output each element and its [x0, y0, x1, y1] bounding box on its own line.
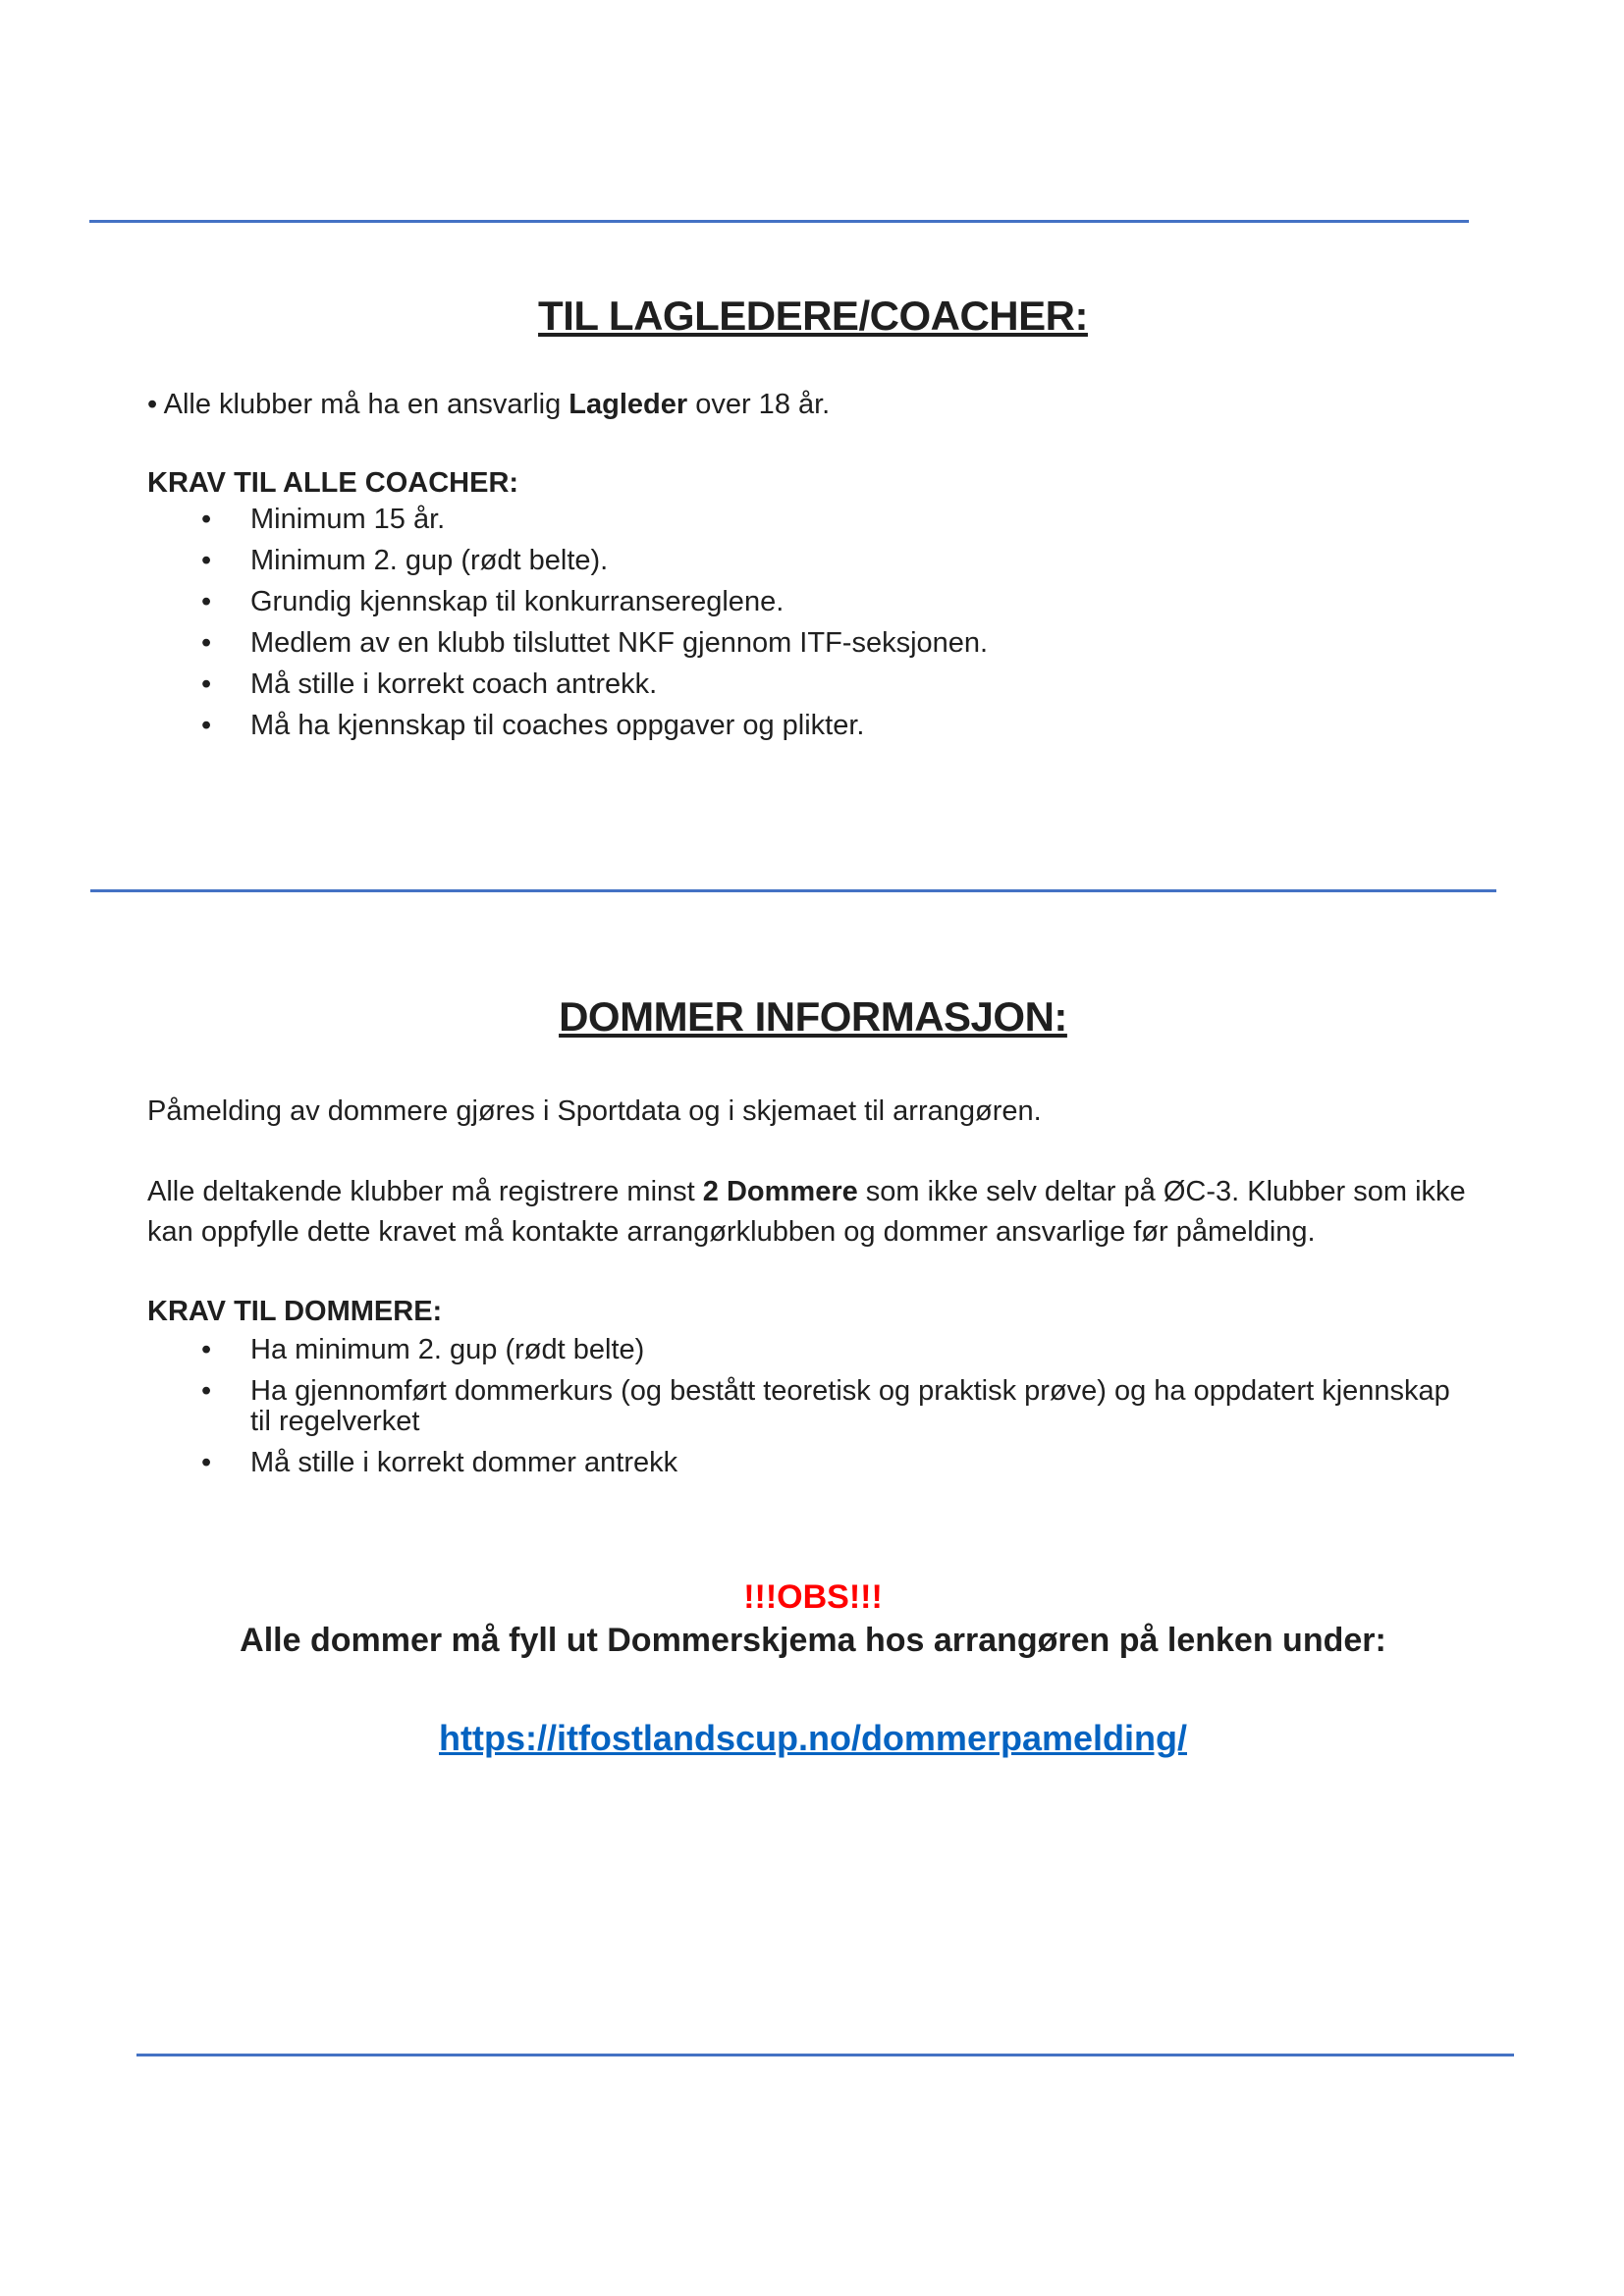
- list-item: [201, 546, 1478, 576]
- list-item-text: Må stille i korrekt coach antrekk.: [250, 668, 658, 700]
- bullet-icon: •: [201, 586, 212, 617]
- bullet-icon: •: [201, 1334, 212, 1365]
- dommer-para-bold: 2 Dommere: [702, 1176, 858, 1207]
- coach-intro-paragraph: [147, 385, 1483, 425]
- link-line: [147, 1718, 1479, 1759]
- dommer-para-post: som ikke selv deltar på ØC-3. Klubber som ikke kan oppfylle dette kravet må kontakte arrangørklubben og dommer ansvarlige før påmelding.: [147, 1176, 1466, 1248]
- dommer-requirements-list: [201, 1335, 1478, 1489]
- list-item: [201, 711, 1478, 741]
- list-item-text: Ha gjennomført dommerkurs (og bestått teoretisk og praktisk prøve) og ha oppdatert kjennskap til regelverket: [250, 1375, 1450, 1437]
- list-item: [201, 628, 1478, 659]
- obs-warning: !!!OBS!!!: [743, 1578, 883, 1616]
- dommer-requirement-paragraph: [147, 1172, 1483, 1253]
- dommer-registration-paragraph: Påmelding av dommere gjøres i Sportdata og i skjemaet til arrangøren.: [147, 1095, 1042, 1127]
- dommer-registration-link[interactable]: https://itfostlandscup.no/dommerpamelding/: [438, 1718, 1187, 1758]
- list-item-text: Ha minimum 2. gup (rødt belte): [250, 1334, 645, 1365]
- dommer-section-heading: DOMMER INFORMASJON:: [559, 993, 1067, 1040]
- bullet-icon: •: [201, 710, 212, 741]
- bullet-icon: •: [201, 668, 212, 700]
- bullet-icon: •: [201, 504, 212, 535]
- list-item: [201, 1335, 1478, 1365]
- list-item: [201, 1376, 1478, 1437]
- coach-section-heading: TIL LAGLEDERE/COACHER:: [538, 293, 1088, 339]
- dommer-requirements-heading: KRAV TIL DOMMERE:: [147, 1296, 443, 1327]
- bullet-icon: •: [201, 1447, 212, 1478]
- dommer-para-pre: Alle deltakende klubber må registrere minst: [147, 1176, 703, 1207]
- list-item-text: Medlem av en klubb tilsluttet NKF gjennom ITF-seksjonen.: [250, 627, 989, 659]
- list-item-text: Minimum 15 år.: [250, 504, 446, 535]
- list-item-text: Må ha kjennskap til coaches oppgaver og plikter.: [250, 710, 865, 741]
- coach-requirements-list: [201, 505, 1478, 752]
- list-item: [201, 505, 1478, 535]
- list-item-text: Må stille i korrekt dommer antrekk: [250, 1447, 678, 1478]
- bullet-icon: •: [201, 545, 212, 576]
- coach-intro-bold: Lagleder: [568, 389, 688, 420]
- coach-intro-pre: • Alle klubber må ha en ansvarlig: [147, 389, 569, 420]
- bullet-icon: •: [201, 1375, 212, 1407]
- middle-divider: [90, 889, 1496, 892]
- bottom-divider: [136, 2054, 1514, 2056]
- list-item: [201, 1448, 1478, 1478]
- dommer-form-instruction: Alle dommer må fyll ut Dommerskjema hos arrangøren på lenken under:: [240, 1622, 1386, 1659]
- list-item: [201, 669, 1478, 700]
- bullet-icon: •: [201, 627, 212, 659]
- top-divider: [89, 220, 1469, 223]
- list-item-text: Minimum 2. gup (rødt belte).: [250, 545, 609, 576]
- list-item: [201, 587, 1478, 617]
- list-item-text: Grundig kjennskap til konkurransereglene.: [250, 586, 785, 617]
- coach-intro-post: over 18 år.: [687, 389, 831, 420]
- coach-requirements-heading: KRAV TIL ALLE COACHER:: [147, 467, 519, 499]
